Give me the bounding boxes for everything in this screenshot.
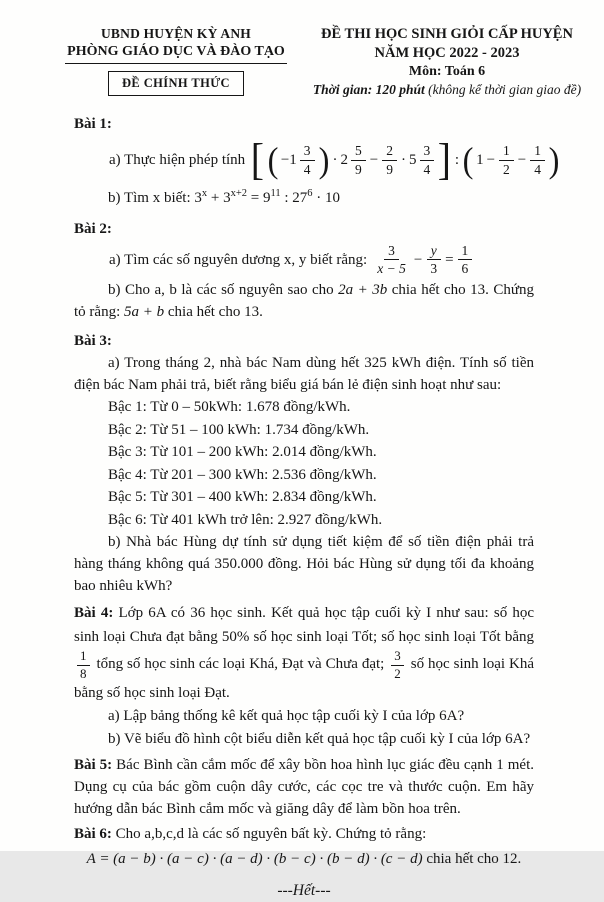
number-one: 1 [476, 152, 484, 168]
end-marker: ---Hết--- [277, 881, 331, 899]
problem-6-formula [74, 846, 534, 872]
right-paren: ) [318, 140, 329, 180]
mixed-number-integer: 2 [340, 152, 349, 168]
numerator: 3 [300, 143, 315, 160]
problem-1-heading: Bài 1: [74, 116, 112, 132]
denominator: 4 [423, 161, 431, 177]
fraction [426, 243, 441, 276]
statement-text: Lớp 6A có 36 học sinh. Kết quả học tập cuối kỳ I như sau: số học sinh loại Chưa đạt bằng 50% số học sinh loại Tốt; số học sinh loại Tốt bằng [74, 605, 535, 646]
problem-3-part-b: b) Nhà bác Hùng dự tính sử dụng tiết kiệm để số tiền điện phải trả hàng tháng không quá 350.000 đồng. Hỏi bác Hùng sử dụng tối đa khoảng bao nhiêu kWh? [74, 534, 534, 595]
issuing-authority-block [56, 26, 296, 98]
numerator: 1 [530, 143, 545, 160]
minus-sign: − [517, 152, 527, 168]
exponent: x [201, 188, 208, 199]
problem-4-statement [74, 601, 534, 705]
math-expression: A = (a − b) · (a − c) · (a − d) · (b − c) · (b − d) · (c − d) [86, 850, 423, 867]
price-tier-5: Bậc 5: Từ 301 – 400 kWh: 2.834 đồng/kWh. [108, 489, 377, 506]
problem-1-part-a [108, 135, 560, 184]
duration-note: (không kể thời gian giao đề) [428, 82, 582, 97]
power-base: 3 [194, 190, 202, 206]
school-year: NĂM HỌC 2022 - 2023 [374, 45, 520, 61]
numerator: 1 [458, 243, 473, 260]
fraction [300, 143, 315, 176]
mixed-number-integer: 5 [409, 152, 417, 168]
right-square-bracket: ] [437, 135, 452, 184]
minus-sign: − [369, 152, 379, 168]
left-paren: ( [462, 140, 474, 180]
exam-title-block [296, 26, 598, 98]
numerator: 3 [384, 243, 399, 260]
minus-sign: − [413, 251, 423, 268]
problem-2-heading: Bài 2: [74, 221, 112, 237]
division-colon: : [454, 152, 460, 168]
problem-1-part-b [108, 185, 534, 211]
problem-4-question-a: a) Lập bảng thống kê kết quả học tập cuối kỳ I của lớp 6A? [108, 707, 465, 724]
part-b-text: b) Cho a, b là các số nguyên sao cho [108, 282, 339, 299]
part-b-text: chia hết cho 13. Chứng tỏ rằng: [74, 282, 534, 321]
duration-line [296, 82, 598, 98]
denominator: 9 [386, 161, 393, 177]
numerator: 5 [351, 143, 366, 160]
problem-5-heading: Bài 5: [74, 756, 113, 773]
official-exam-stamp: ĐỀ CHÍNH THỨC [108, 71, 244, 96]
price-tier-2: Bậc 2: Từ 51 – 100 kWh: 1.734 đồng/kWh. [108, 421, 370, 438]
left-paren: ( [267, 140, 279, 180]
statement-text: Cho a,b,c,d là các số nguyên bất kỳ. Chứng tỏ rằng: [111, 825, 427, 842]
problem-3-heading: Bài 3: [74, 333, 112, 350]
fraction [351, 143, 366, 176]
denominator: 6 [461, 261, 469, 277]
problem-6-statement [74, 823, 534, 845]
numerator: 1 [499, 143, 514, 160]
fraction [420, 143, 435, 176]
denominator: 2 [503, 161, 510, 177]
numerator: 3 [420, 143, 435, 160]
numerator: 1 [77, 649, 90, 665]
multiply-dot: · [401, 152, 406, 168]
document-header [0, 0, 604, 98]
left-square-bracket: [ [250, 135, 265, 184]
subject-label: Môn: Toán 6 [408, 64, 486, 79]
part-b-text: chia hết cho 13. [164, 304, 263, 321]
denominator: 4 [303, 161, 311, 177]
multiply-dot: · [332, 152, 338, 168]
minus-sign: − [486, 152, 496, 168]
math-expression: 2a + 3b [338, 282, 388, 299]
exponent: 6 [307, 188, 313, 199]
problem-4-question-b: b) Vẽ biểu đồ hình cột biểu diễn kết quả học tập cuối kỳ I của lớp 6A? [108, 730, 531, 747]
statement-text: số học sinh loại Khá bằng số học sinh loại Đạt. [74, 656, 534, 701]
denominator: x − 5 [377, 261, 406, 277]
power-base: = 9 [247, 190, 271, 206]
denominator: 3 [430, 261, 438, 277]
part-label: a) Thực hiện phép tính [109, 152, 246, 168]
duration-label: Thời gian: 120 phút [312, 82, 429, 97]
exponent: 11 [270, 188, 281, 199]
mixed-number-integer: −1 [280, 152, 297, 168]
power-base: : 27 [280, 190, 308, 206]
problem-4-heading: Bài 4: [74, 605, 114, 622]
numerator: 3 [391, 649, 404, 665]
official-stamp-wrap [56, 64, 296, 96]
denominator: 4 [534, 161, 542, 177]
math-expression: 5a + b [124, 304, 165, 321]
problem-2-part-a [108, 243, 534, 276]
exam-body [74, 113, 560, 902]
fraction [458, 243, 473, 276]
authority-name: UBND HUYỆN KỲ ANH [100, 26, 252, 41]
right-paren: ) [548, 140, 560, 180]
denominator: 8 [80, 665, 87, 681]
formula-suffix: chia hết cho 12. [422, 850, 522, 867]
price-tier-1: Bậc 1: Từ 0 – 50kWh: 1.678 đồng/kWh. [108, 399, 351, 416]
problem-2-part-b [74, 279, 534, 323]
statement-text: tổng số học sinh các loại Khá, Đạt và Chưa đạt; [92, 656, 389, 673]
department-name: PHÒNG GIÁO DỤC VÀ ĐÀO TẠO [65, 44, 287, 64]
fraction [530, 143, 545, 176]
part-label: a) Tìm các số nguyên dương x, y biết rằng: [109, 251, 368, 268]
fraction [382, 143, 397, 176]
problem-3-part-a: a) Trong tháng 2, nhà bác Nam dùng hết 325 kWh điện. Tính số tiền điện bác Nam phải trả, biết rằng biểu giá bán lẻ điện sinh hoạt như sau: [74, 355, 534, 394]
part-label: b) Tìm x biết: [108, 190, 195, 206]
fraction [499, 143, 514, 176]
price-tier-6: Bậc 6: Từ 401 kWh trở lên: 2.927 đồng/kWh. [108, 511, 383, 528]
fraction [373, 243, 410, 276]
power-base: + 3 [207, 190, 231, 206]
equals-sign: = [445, 251, 454, 268]
price-tier-3: Bậc 3: Từ 101 – 200 kWh: 2.014 đồng/kWh. [108, 444, 377, 461]
fraction [391, 649, 404, 681]
problem-5-statement [74, 754, 534, 820]
price-tier-4: Bậc 4: Từ 201 – 300 kWh: 2.536 đồng/kWh. [108, 466, 377, 483]
fraction [77, 649, 90, 681]
numerator: 2 [382, 143, 397, 160]
problem-6-heading: Bài 6: [74, 825, 112, 842]
exam-title: ĐỀ THI HỌC SINH GIỎI CẤP HUYỆN [321, 26, 573, 42]
numerator: y [427, 243, 441, 260]
statement-text: Bác Bình cần cắm mốc để xây bồn hoa hình lục giác đều cạnh 1 mét. Dụng cụ của bác gồm cuộn dây cước, các cọc tre và thước cuộn. Em hãy hướng dẫn bác Bình cắm mốc và giăng dây để làm bồn hoa trên. [74, 756, 534, 817]
department-name-wrap [56, 43, 296, 64]
exponent: x+2 [230, 188, 248, 199]
denominator: 9 [355, 161, 362, 177]
denominator: 2 [394, 665, 401, 681]
term: · 10 [312, 190, 341, 206]
